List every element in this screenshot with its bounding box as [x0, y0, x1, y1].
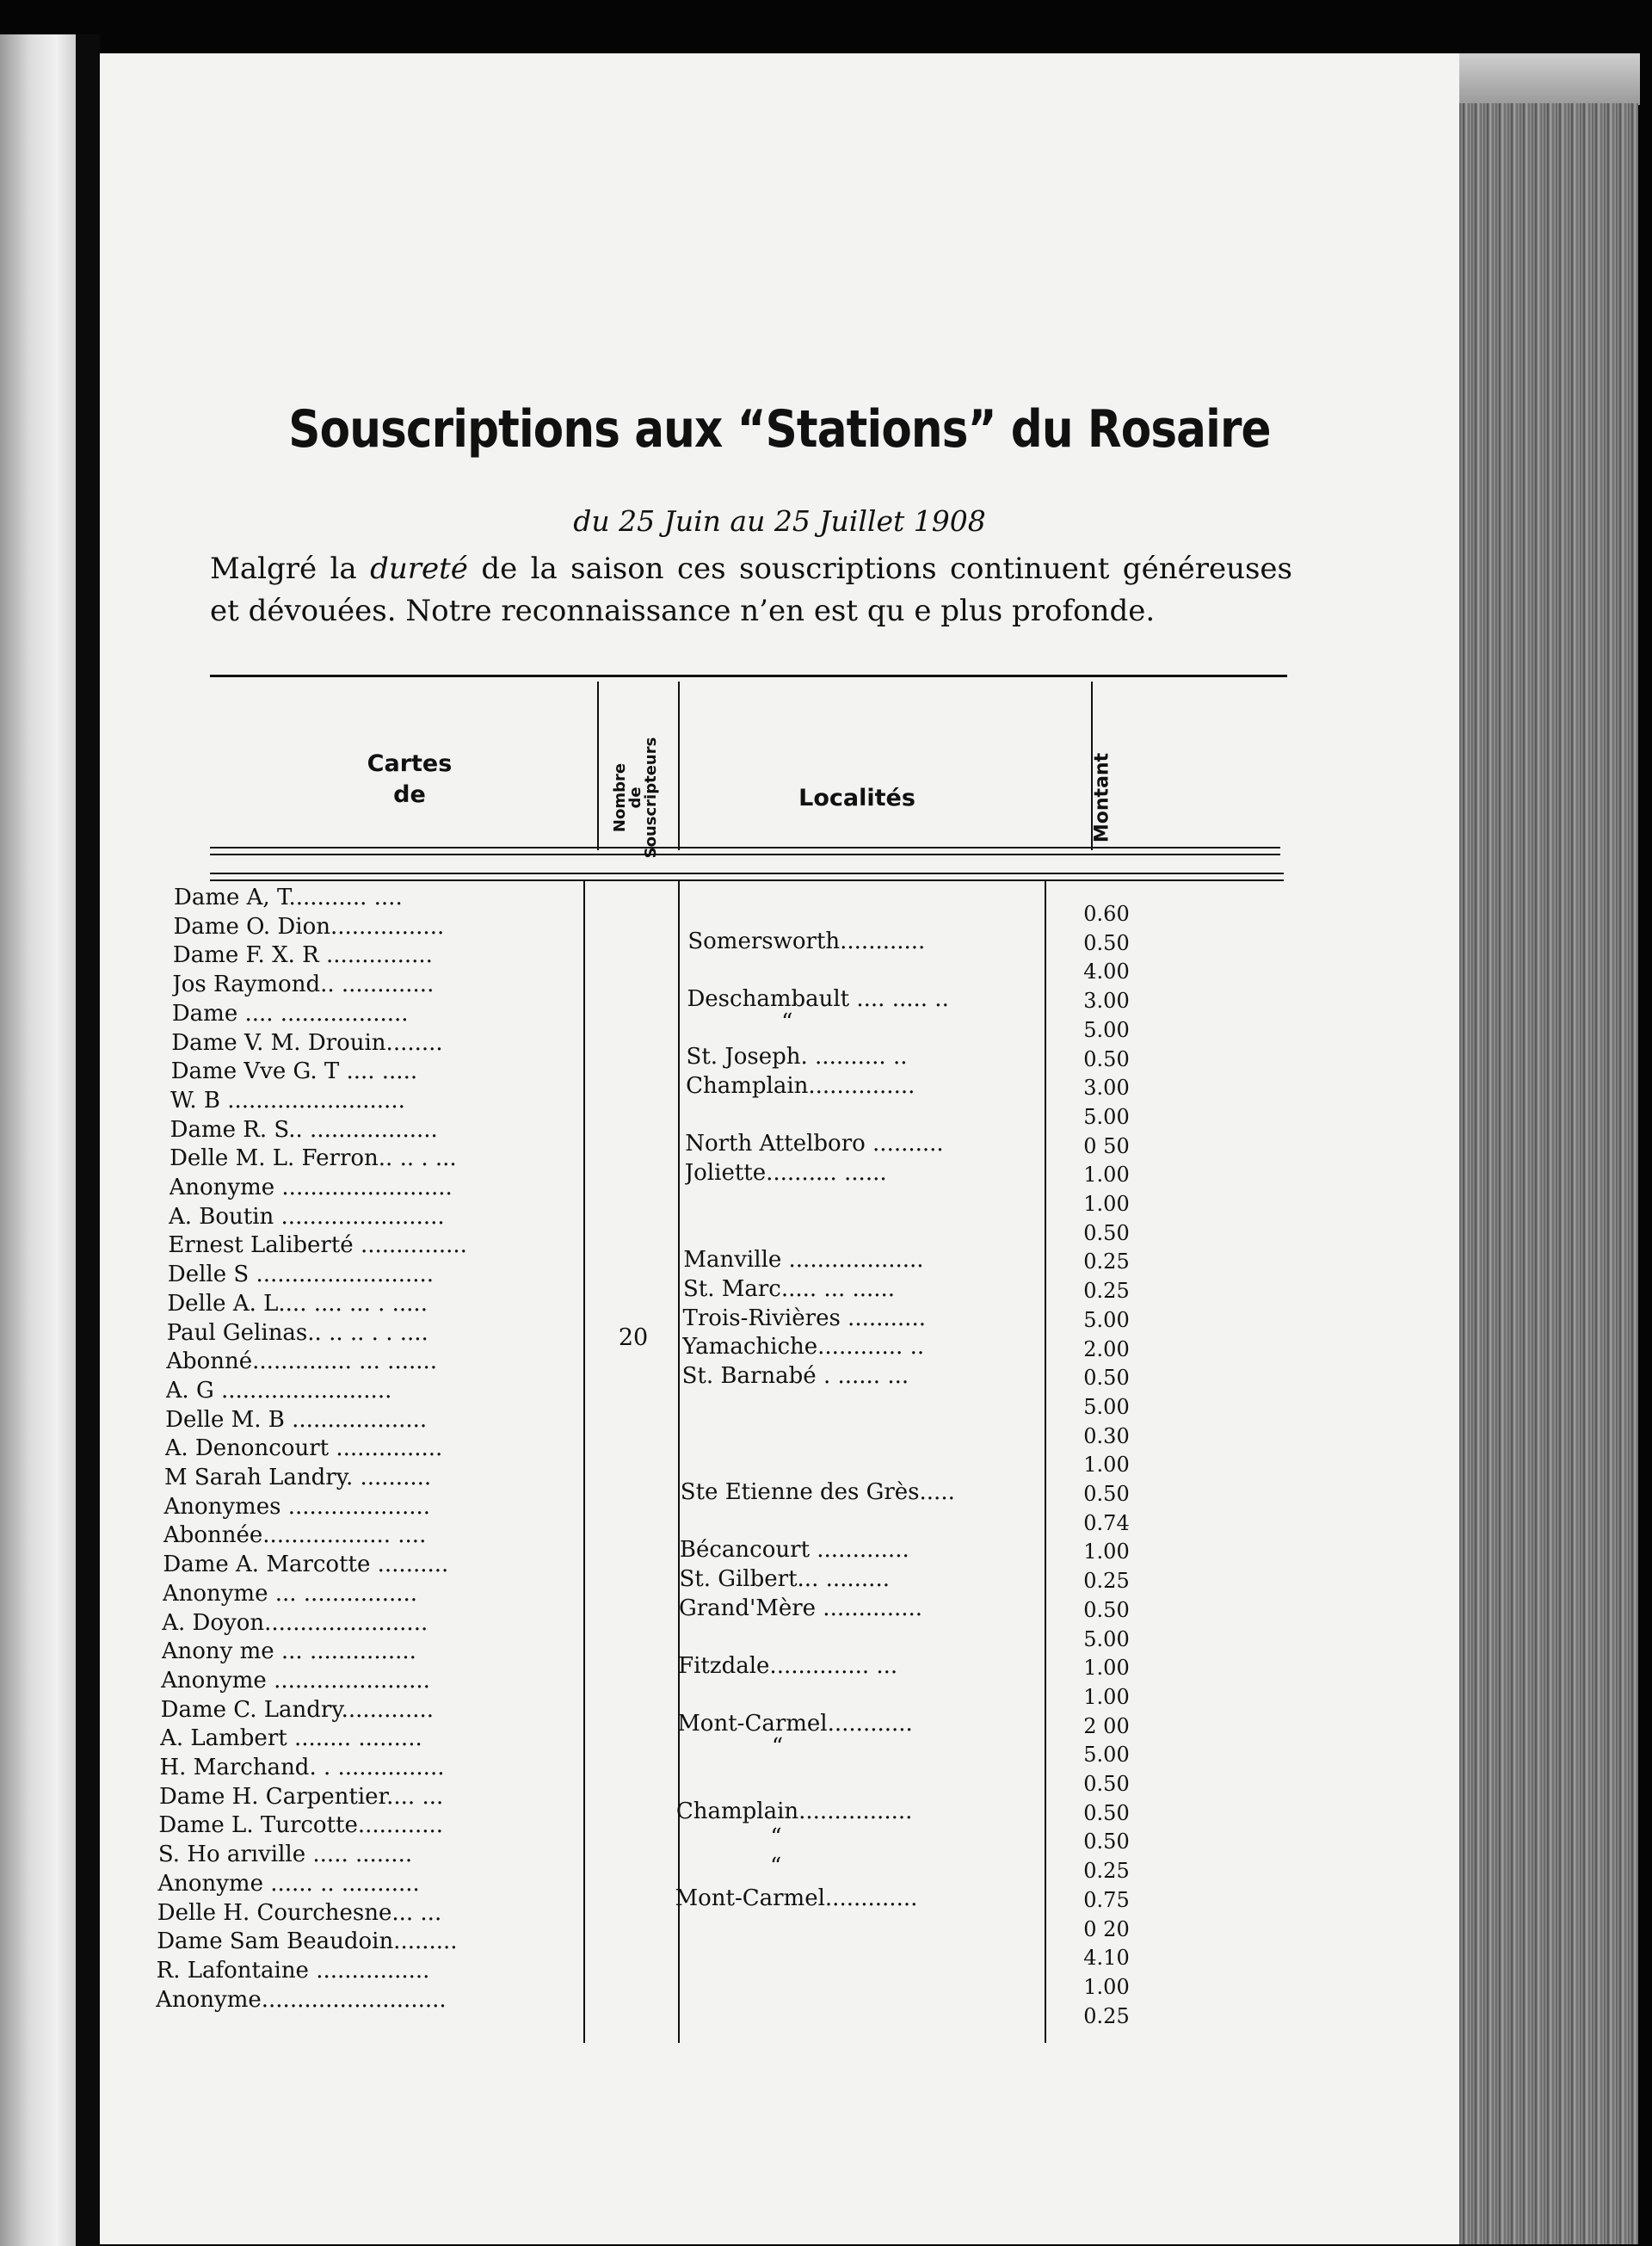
intro-text-after: de la saison ces souscriptions continuent généreuses et dévouées. Notre reconnaissance n’en est qu e plus profonde. [210, 552, 1293, 628]
header-montant [1046, 733, 1158, 862]
montant-row: 5.00 [1083, 1743, 1130, 1768]
name-row: Dame H. Carpentier.... ... [158, 1783, 444, 1810]
name-row: R. Lafontaine ................ [156, 1957, 430, 1984]
name-row: Anonyme ... ................ [162, 1580, 418, 1607]
body-top-rule [210, 873, 1284, 874]
montant-row: 5.00 [1083, 1307, 1130, 1332]
localite-row: “ [769, 1853, 782, 1879]
montant-row: 0 50 [1083, 1133, 1130, 1158]
table-top-rule [210, 675, 1287, 677]
montant-row: 0.50 [1083, 930, 1130, 955]
montant-row: 0.60 [1083, 902, 1130, 926]
book-gutter [76, 34, 100, 2246]
montant-row: 0.50 [1083, 1597, 1130, 1622]
name-row: Dame A, T........... .... [174, 885, 403, 910]
localite-row: Bécancourt ............. [679, 1537, 909, 1564]
montant-row: 1.00 [1083, 1453, 1130, 1478]
montant-row: 0.25 [1083, 1249, 1130, 1274]
localite-row: St. Barnabé . ...... ... [681, 1363, 909, 1390]
montant-row: 0.25 [1083, 1279, 1130, 1304]
name-row: Delle H. Courchesne... ... [157, 1899, 442, 1926]
name-row: Anonyme ...................... [161, 1667, 430, 1694]
montant-row: 1.00 [1083, 1163, 1130, 1188]
montant-row: 1.00 [1083, 1192, 1130, 1216]
name-row: A. G ........................ [165, 1377, 392, 1404]
name-row: Dame Sam Beaudoin......... [157, 1928, 458, 1955]
localite-row: St. Gilbert... ......... [679, 1565, 890, 1592]
intro-paragraph [210, 548, 1292, 632]
name-row: Delle S ......................... [167, 1262, 435, 1288]
page-subtitle: du 25 Juin au 25 Juillet 1908 [573, 504, 986, 538]
header-nombre-text: Nombre de Souscripteurs [611, 737, 660, 859]
montant-row: 0.50 [1083, 1772, 1130, 1796]
page-stack-edge [1459, 103, 1638, 2244]
nombre-value: 20 [618, 1324, 649, 1351]
left-page-edge [0, 34, 76, 2246]
intro-text-before: Malgré la [210, 552, 371, 586]
montant-row: 0.30 [1083, 1423, 1130, 1448]
name-row: Anonyme ...... .. ........... [157, 1870, 420, 1897]
localite-row: Mont-Carmel............ [677, 1711, 913, 1737]
montant-row: 0.25 [1083, 1859, 1130, 1884]
montant-row: 0.50 [1083, 1482, 1130, 1506]
body-divider-1 [583, 881, 585, 2043]
name-row: A. Boutin ....................... [168, 1203, 445, 1230]
montant-row: 0.50 [1083, 1800, 1130, 1825]
name-row: Jos Raymond.. ............. [172, 972, 435, 998]
localite-row: Trois-Rivières ........... [682, 1305, 926, 1331]
name-row: Ernest Laliberté ............... [168, 1232, 467, 1259]
name-row: Dame A. Marcotte .......... [163, 1552, 449, 1578]
localite-row: Somersworth............ [687, 928, 926, 954]
montant-row: 0.74 [1083, 1510, 1130, 1535]
localite-row: St. Marc..... ... ...... [682, 1275, 896, 1302]
header-cartes: Cartes de [367, 750, 453, 808]
name-row: Dame L. Turcotte............ [158, 1812, 444, 1839]
name-row: A. Doyon....................... [162, 1609, 428, 1636]
montant-row: 4.00 [1083, 959, 1130, 984]
montant-row: 0 20 [1083, 1916, 1130, 1941]
montant-row: 5.00 [1083, 1104, 1130, 1129]
name-row: A. Denoncourt ............... [164, 1435, 443, 1462]
body-divider-2 [678, 881, 680, 2043]
localite-row: Fitzdale.............. ... [678, 1653, 898, 1680]
montant-row: 0.50 [1083, 1366, 1130, 1391]
localite-row: North Attelboro .......... [685, 1131, 944, 1157]
montant-row: 0.25 [1083, 1569, 1130, 1594]
name-row: W. B ......................... [170, 1087, 405, 1114]
montant-row: 0.75 [1083, 1887, 1130, 1912]
name-row: Dame C. Landry............. [160, 1696, 435, 1723]
montant-row: 0.25 [1083, 2003, 1130, 2028]
localite-row: Ste Etienne des Grès..... [680, 1478, 955, 1505]
name-row: Abonné.............. ... ....... [166, 1348, 438, 1375]
document-page [100, 53, 1459, 2244]
name-row: Anony me ... ............... [161, 1638, 416, 1665]
name-row: Dame .... .................. [171, 1000, 409, 1027]
name-row: Delle M. L. Ferron.. .. . ... [170, 1145, 457, 1172]
localite-row: Champlain............... [686, 1073, 915, 1100]
page-stack-top [1459, 53, 1640, 105]
name-row: Paul Gelinas.. .. .. . . .... [166, 1319, 428, 1346]
name-row: Dame R. S.. .................. [170, 1116, 438, 1143]
montant-row: 2 00 [1083, 1713, 1130, 1738]
montant-row: 5.00 [1083, 1626, 1130, 1651]
montant-row: 2.00 [1083, 1336, 1130, 1361]
localite-row: Manville ................... [683, 1247, 924, 1274]
name-row: Anonyme ........................ [169, 1175, 453, 1200]
body-top-rule-2 [210, 879, 1284, 881]
name-row: S. Ho arıville ..... ........ [157, 1842, 413, 1868]
localite-row: Deschambault .... ..... .. [687, 985, 949, 1012]
localite-row: “ [771, 1734, 784, 1761]
montant-row: 3.00 [1083, 1076, 1130, 1101]
montant-row: 1.00 [1083, 1539, 1130, 1564]
name-row: Anonyme.......................... [156, 1986, 447, 2013]
name-row: Dame O. Dion................ [173, 913, 445, 940]
localite-row: Grand'Mère .............. [678, 1595, 923, 1621]
localite-row: “ [770, 1823, 782, 1850]
montant-row: 1.00 [1083, 1684, 1130, 1709]
localite-row: Champlain................ [675, 1798, 913, 1824]
name-row: Dame F. X. R ............... [172, 942, 433, 969]
name-row: Dame Vve G. T .... ..... [170, 1058, 418, 1085]
localite-row: Joliette.......... ...... [684, 1160, 887, 1187]
name-row: A. Lambert ........ ......... [160, 1725, 422, 1752]
intro-emphasis: dureté [370, 552, 468, 586]
montant-row: 1.00 [1083, 1656, 1130, 1681]
montant-row: 3.00 [1083, 989, 1130, 1014]
name-row: Dame V. M. Drouin........ [171, 1029, 443, 1056]
montant-row: 0.50 [1083, 1220, 1130, 1245]
name-row: Anonymes .................... [163, 1493, 431, 1520]
montant-row: 0.50 [1083, 1046, 1130, 1071]
montant-row: 5.00 [1083, 1394, 1130, 1419]
name-row: Delle M. B ................... [165, 1406, 428, 1433]
page-title: Souscriptions aux “Stations” du Rosaire [288, 399, 1271, 460]
localite-row: “ [781, 1009, 793, 1035]
montant-row: 5.00 [1083, 1017, 1130, 1042]
name-row: Delle A. L.... .... ... . ..... [167, 1290, 428, 1317]
localite-row: St. Joseph. .......... .. [686, 1044, 908, 1071]
localite-row: Mont-Carmel............. [675, 1885, 918, 1911]
header-localites: Localités [798, 785, 915, 811]
montant-row: 1.00 [1083, 1974, 1130, 1999]
montant-row: 0.50 [1083, 1830, 1130, 1854]
localite-row: Yamachiche............ .. [682, 1334, 925, 1361]
name-row: H. Marchand. . ............... [159, 1755, 445, 1780]
header-montant-text: Montant [1091, 752, 1113, 843]
montant-row: 4.10 [1083, 1946, 1130, 1971]
name-row: M Sarah Landry. .......... [164, 1465, 432, 1490]
name-row: Abonnée.................. .... [163, 1522, 427, 1549]
